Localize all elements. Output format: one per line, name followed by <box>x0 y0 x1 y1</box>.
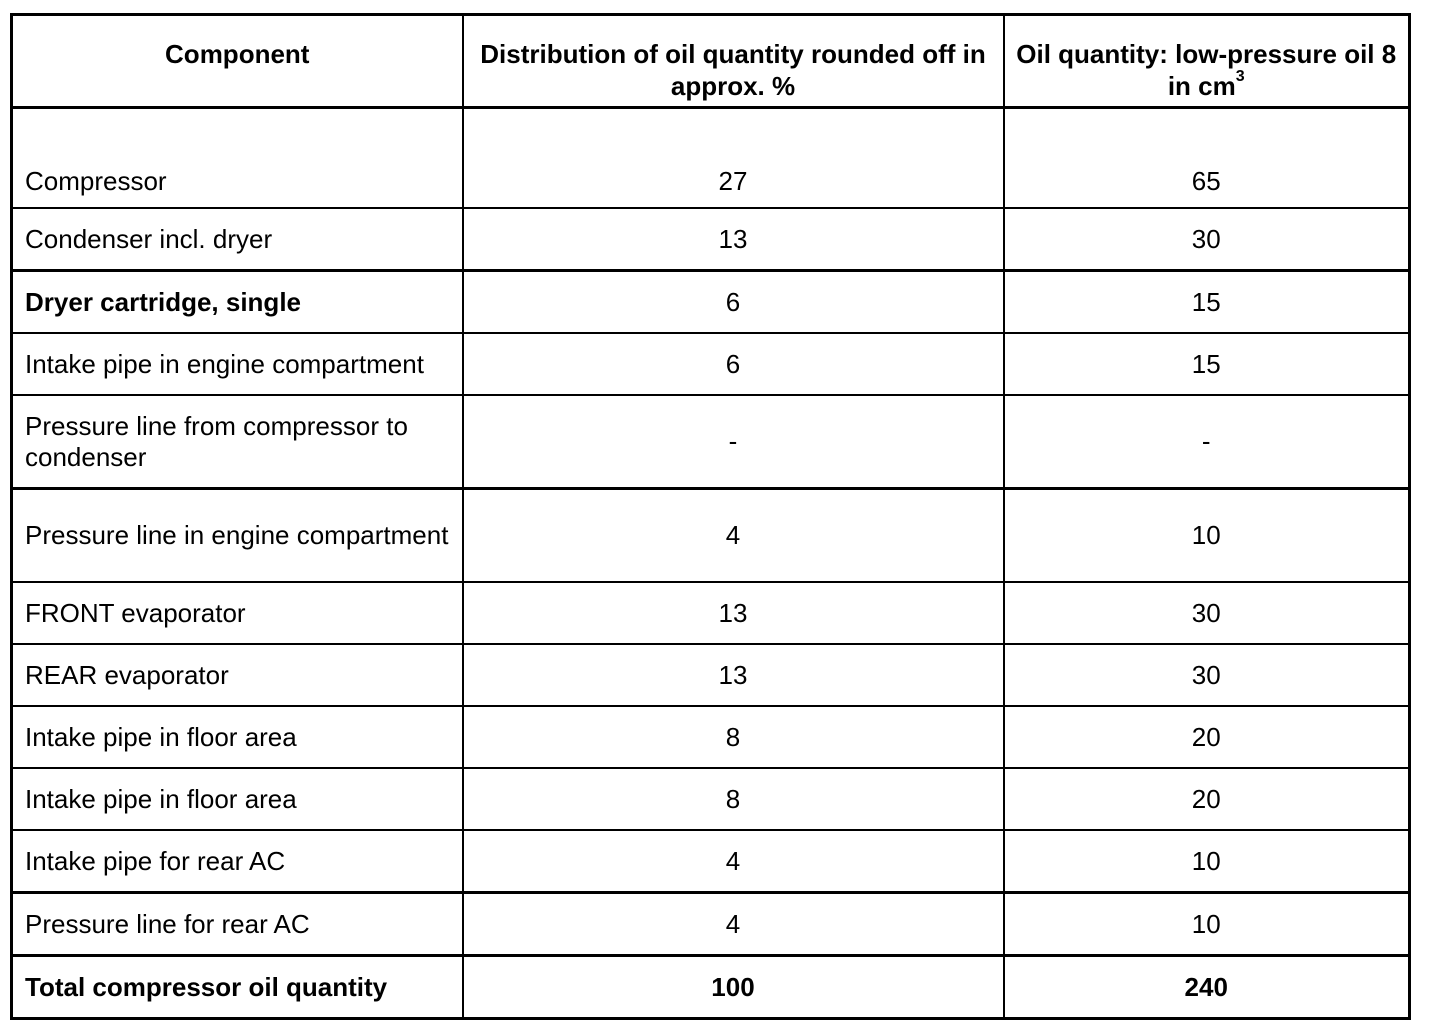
total-component-cell: Total compressor oil quantity <box>12 956 463 1019</box>
table-row <box>12 333 1410 395</box>
distribution-cell: - <box>463 395 1004 489</box>
header-component: Component <box>12 15 463 108</box>
table-row <box>12 489 1410 583</box>
distribution-cell: 13 <box>463 208 1004 271</box>
table-row <box>12 893 1410 956</box>
total-distribution-cell: 100 <box>463 956 1004 1019</box>
component-cell: Intake pipe in engine compartment <box>12 333 463 395</box>
table-row <box>12 395 1410 489</box>
distribution-cell: 27 <box>463 108 1004 209</box>
component-cell: Pressure line from compressor to condenser <box>12 395 463 489</box>
quantity-cell: 20 <box>1004 768 1410 830</box>
table-row <box>12 830 1410 893</box>
quantity-cell: 30 <box>1004 644 1410 706</box>
table-row <box>12 582 1410 644</box>
distribution-cell: 4 <box>463 830 1004 893</box>
distribution-cell: 4 <box>463 893 1004 956</box>
table-header <box>12 15 1410 108</box>
oil-quantity-table <box>10 13 1411 1020</box>
header-quantity-text: Oil quantity: low-pressure oil 8 in cm <box>1016 39 1397 101</box>
table-row <box>12 108 1410 209</box>
table-body <box>12 108 1410 1019</box>
table-row <box>12 706 1410 768</box>
component-cell: Intake pipe in floor area <box>12 768 463 830</box>
component-cell: Dryer cartridge, single <box>12 271 463 334</box>
header-quantity-superscript: 3 <box>1235 68 1245 85</box>
component-cell: Compressor <box>12 108 463 209</box>
distribution-cell: 8 <box>463 768 1004 830</box>
component-cell: REAR evaporator <box>12 644 463 706</box>
quantity-cell: - <box>1004 395 1410 489</box>
quantity-cell: 65 <box>1004 108 1410 209</box>
quantity-cell: 20 <box>1004 706 1410 768</box>
quantity-cell: 30 <box>1004 208 1410 271</box>
distribution-cell: 13 <box>463 644 1004 706</box>
distribution-cell: 6 <box>463 333 1004 395</box>
table-row <box>12 271 1410 334</box>
header-row <box>12 15 1410 108</box>
table-row <box>12 768 1410 830</box>
distribution-cell: 13 <box>463 582 1004 644</box>
total-quantity-cell: 240 <box>1004 956 1410 1019</box>
header-distribution: Distribution of oil quantity rounded off in approx. % <box>463 15 1004 108</box>
table-row <box>12 644 1410 706</box>
component-cell: FRONT evaporator <box>12 582 463 644</box>
component-cell: Pressure line for rear AC <box>12 893 463 956</box>
total-row <box>12 956 1410 1019</box>
distribution-cell: 8 <box>463 706 1004 768</box>
component-cell: Intake pipe for rear AC <box>12 830 463 893</box>
distribution-cell: 6 <box>463 271 1004 334</box>
component-cell: Condenser incl. dryer <box>12 208 463 271</box>
quantity-cell: 30 <box>1004 582 1410 644</box>
component-cell: Pressure line in engine compartment <box>12 489 463 583</box>
table-row <box>12 208 1410 271</box>
quantity-cell: 15 <box>1004 333 1410 395</box>
distribution-cell: 4 <box>463 489 1004 583</box>
quantity-cell: 15 <box>1004 271 1410 334</box>
header-quantity <box>1004 15 1410 108</box>
component-cell: Intake pipe in floor area <box>12 706 463 768</box>
quantity-cell: 10 <box>1004 489 1410 583</box>
quantity-cell: 10 <box>1004 893 1410 956</box>
quantity-cell: 10 <box>1004 830 1410 893</box>
